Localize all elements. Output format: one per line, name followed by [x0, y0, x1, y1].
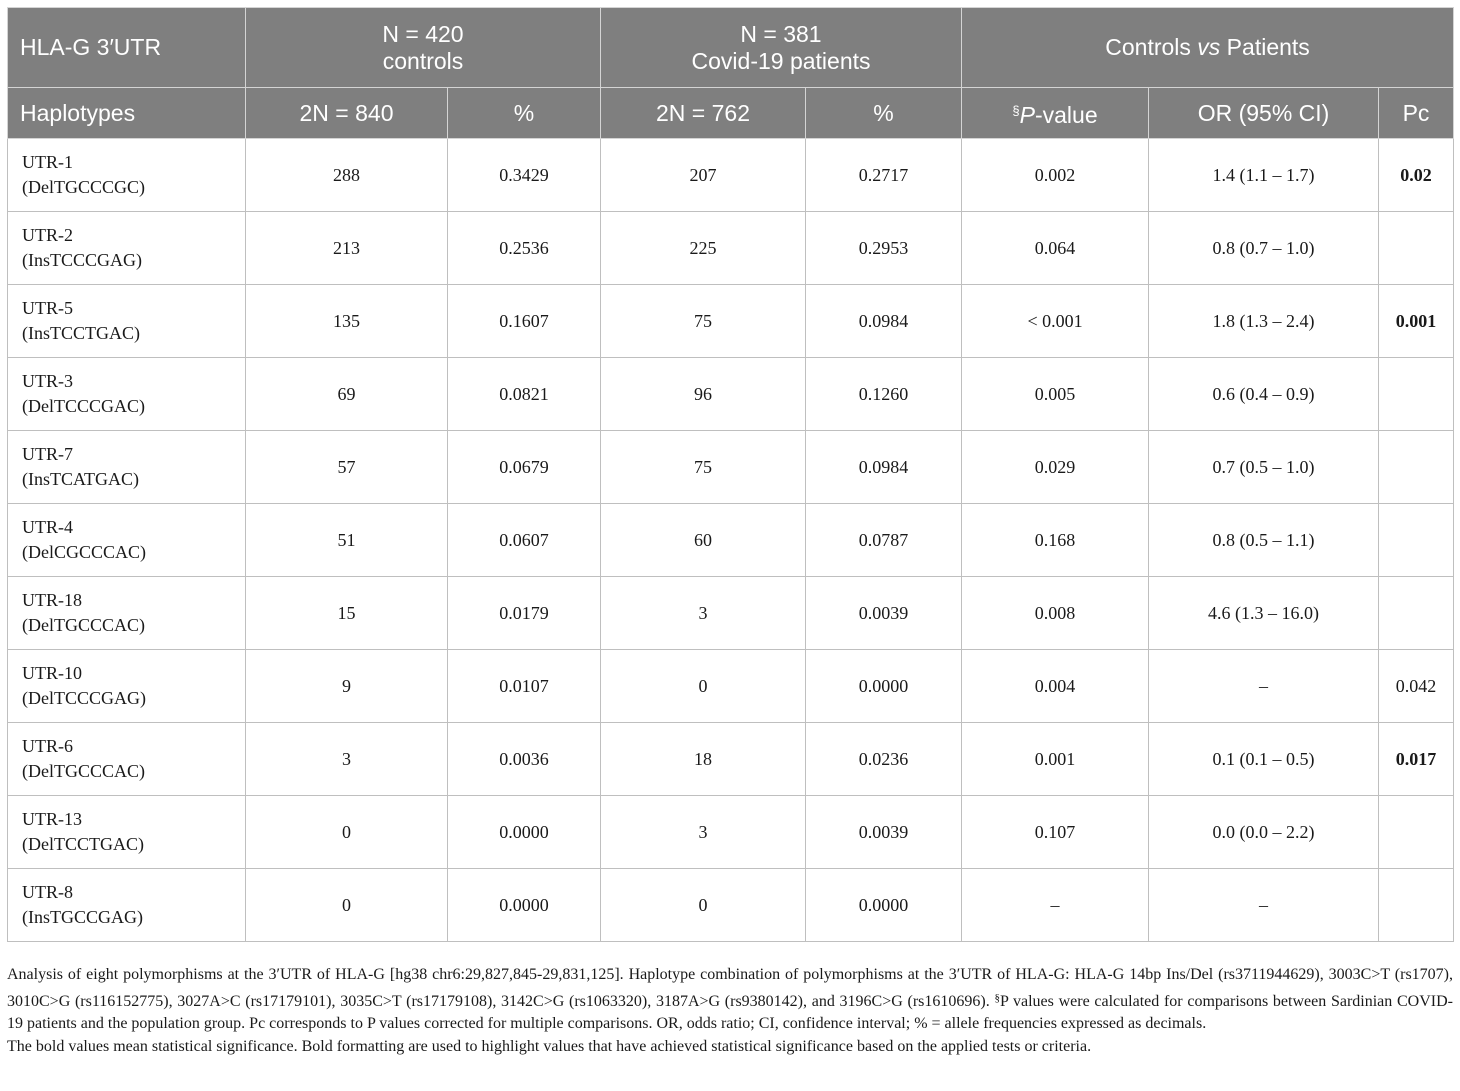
footnote-part2: P values were calculated for comparisons between Sardinian COVID-19 patients and the population group. Pc corresponds to P values corrected for multiple comparisons. OR, odds ratio; CI, confidence interval; % = allele frequencies expressed as decimals.: [7, 992, 1453, 1032]
haplotype-cell: [8, 358, 246, 431]
header-controls-2n: 2N = 840: [246, 88, 448, 139]
haplotype-name: UTR-10: [22, 663, 82, 683]
haplotype-cell: [8, 285, 246, 358]
table-body: [8, 139, 1454, 942]
header-controls-pct: %: [448, 88, 601, 139]
controls-freq-cell: 0.3429: [448, 139, 601, 212]
pc-cell: [1379, 869, 1454, 942]
header-pvalue-p: P: [1019, 102, 1035, 128]
patients-freq-cell: 0.0039: [806, 577, 962, 650]
pc-value: 0.042: [1395, 675, 1437, 696]
patients-freq-cell: 0.0984: [806, 431, 962, 504]
header-patients-2n: 2N = 762: [601, 88, 806, 139]
p-value-cell: –: [962, 869, 1149, 942]
pc-cell: [1379, 212, 1454, 285]
controls-freq-cell: 0.0000: [448, 869, 601, 942]
patients-freq-cell: 0.2717: [806, 139, 962, 212]
patients-freq-cell: 0.0000: [806, 869, 962, 942]
controls-count-cell: 0: [246, 869, 448, 942]
patients-count-cell: 0: [601, 650, 806, 723]
controls-freq-cell: 0.2536: [448, 212, 601, 285]
pc-cell: [1379, 431, 1454, 504]
haplotype-cell: [8, 139, 246, 212]
haplotype-sequence: (DelTGCCCAC): [22, 615, 145, 635]
controls-freq-cell: 0.0000: [448, 796, 601, 869]
table-footnote: [7, 964, 1453, 1058]
controls-freq-cell: 0.1607: [448, 285, 601, 358]
haplotype-sequence: (DelCGCCCAC): [22, 542, 147, 562]
header-comparison: [962, 8, 1454, 88]
patients-count-cell: 18: [601, 723, 806, 796]
haplotype-sequence: (InsTCCCGAG): [22, 250, 142, 270]
pc-cell: [1379, 650, 1454, 723]
pc-significant-value: 0.02: [1400, 164, 1432, 185]
p-value-cell: 0.107: [962, 796, 1149, 869]
footnote-part1: Analysis of eight polymorphisms at the 3′UTR of HLA-G [hg38 chr6:29,827,845-29,831,125]. Haplotype combination of polymorphisms at the 3′UTR of HLA-G: HLA-G 14bp Ins/Del (rs3711944629), 3003C>T (rs1707), 3010C>G (rs116152775), 3027A>C (rs17179101), 3035C>T (rs17179108), 3142C>G (rs1063320), 3187A>G (rs9380142), and 3196C>G (rs1610696).: [7, 966, 1453, 1010]
p-value-cell: 0.168: [962, 504, 1149, 577]
pc-cell: [1379, 723, 1454, 796]
haplotype-table-container: [7, 7, 1453, 942]
footnote-sup: §: [994, 991, 1000, 1004]
footnote-bold-note: The bold values mean statistical significance. Bold formatting are used to highlight values that have achieved statistical significance based on the applied tests or criteria.: [7, 1037, 1092, 1055]
table-row: [8, 577, 1454, 650]
controls-count-cell: 0: [246, 796, 448, 869]
haplotype-name: UTR-5: [22, 298, 73, 318]
pc-cell: [1379, 577, 1454, 650]
odds-ratio-cell: 0.0 (0.0 – 2.2): [1149, 796, 1379, 869]
haplotype-name: UTR-4: [22, 517, 73, 537]
patients-count-cell: 60: [601, 504, 806, 577]
header-group-label: HLA-G 3′UTR: [8, 8, 246, 88]
haplotype-sequence: (DelTCCCGAG): [22, 688, 146, 708]
haplotype-sequence: (DelTGCCCGC): [22, 177, 145, 197]
header-comparison-vs: vs: [1197, 34, 1221, 60]
patients-freq-cell: 0.0000: [806, 650, 962, 723]
header-or: OR (95% CI): [1149, 88, 1379, 139]
odds-ratio-cell: 1.4 (1.1 – 1.7): [1149, 139, 1379, 212]
controls-count-cell: 57: [246, 431, 448, 504]
odds-ratio-cell: –: [1149, 650, 1379, 723]
pc-cell: [1379, 358, 1454, 431]
header-patients-label: Covid-19 patients: [691, 47, 871, 74]
table-row: [8, 431, 1454, 504]
header-controls-n: N = 420: [382, 20, 464, 47]
pc-cell: [1379, 285, 1454, 358]
patients-count-cell: 3: [601, 577, 806, 650]
header-comparison-pre: Controls: [1105, 34, 1198, 60]
header-patients: [601, 8, 962, 88]
patients-count-cell: 96: [601, 358, 806, 431]
header-comparison-post: Patients: [1220, 34, 1310, 60]
patients-count-cell: 207: [601, 139, 806, 212]
header-pc: Pc: [1379, 88, 1454, 139]
controls-count-cell: 69: [246, 358, 448, 431]
header-pvalue-sup: §: [1012, 103, 1020, 118]
haplotype-name: UTR-6: [22, 736, 73, 756]
footnote-paragraph: [7, 964, 1453, 1036]
header-controls-label: controls: [382, 47, 464, 74]
haplotype-cell: [8, 431, 246, 504]
haplotype-cell: [8, 650, 246, 723]
haplotype-cell: [8, 723, 246, 796]
haplotype-name: UTR-13: [22, 809, 82, 829]
patients-count-cell: 75: [601, 431, 806, 504]
haplotype-name: UTR-8: [22, 882, 73, 902]
odds-ratio-cell: 0.7 (0.5 – 1.0): [1149, 431, 1379, 504]
pc-significant-value: 0.017: [1395, 748, 1437, 769]
haplotype-cell: [8, 869, 246, 942]
header-controls: [246, 8, 601, 88]
odds-ratio-cell: 1.8 (1.3 – 2.4): [1149, 285, 1379, 358]
patients-freq-cell: 0.0039: [806, 796, 962, 869]
table-row: [8, 869, 1454, 942]
p-value-cell: 0.029: [962, 431, 1149, 504]
header-haplotypes: Haplotypes: [8, 88, 246, 139]
patients-count-cell: 0: [601, 869, 806, 942]
controls-count-cell: 213: [246, 212, 448, 285]
controls-count-cell: 288: [246, 139, 448, 212]
p-value-cell: 0.005: [962, 358, 1149, 431]
haplotype-cell: [8, 504, 246, 577]
header-pvalue-rest: -value: [1034, 102, 1098, 128]
header-patients-n: N = 381: [740, 20, 822, 47]
controls-count-cell: 9: [246, 650, 448, 723]
table-row: [8, 358, 1454, 431]
controls-freq-cell: 0.0107: [448, 650, 601, 723]
haplotype-table: [7, 7, 1454, 942]
controls-count-cell: 3: [246, 723, 448, 796]
pc-cell: [1379, 504, 1454, 577]
pc-cell: [1379, 139, 1454, 212]
odds-ratio-cell: –: [1149, 869, 1379, 942]
controls-count-cell: 51: [246, 504, 448, 577]
odds-ratio-cell: 0.1 (0.1 – 0.5): [1149, 723, 1379, 796]
table-row: [8, 796, 1454, 869]
haplotype-sequence: (DelTCCTGAC): [22, 834, 144, 854]
haplotype-sequence: (DelTCCCGAC): [22, 396, 145, 416]
pc-significant-value: 0.001: [1395, 310, 1437, 331]
haplotype-sequence: (InsTCCTGAC): [22, 323, 140, 343]
table-row: [8, 139, 1454, 212]
table-row: [8, 723, 1454, 796]
haplotype-name: UTR-3: [22, 371, 73, 391]
p-value-cell: 0.004: [962, 650, 1149, 723]
haplotype-cell: [8, 577, 246, 650]
haplotype-name: UTR-18: [22, 590, 82, 610]
p-value-cell: < 0.001: [962, 285, 1149, 358]
patients-freq-cell: 0.0984: [806, 285, 962, 358]
p-value-cell: 0.001: [962, 723, 1149, 796]
table-row: [8, 504, 1454, 577]
patients-freq-cell: 0.0787: [806, 504, 962, 577]
patients-freq-cell: 0.1260: [806, 358, 962, 431]
odds-ratio-cell: 0.8 (0.5 – 1.1): [1149, 504, 1379, 577]
controls-count-cell: 135: [246, 285, 448, 358]
pc-cell: [1379, 796, 1454, 869]
haplotype-sequence: (InsTGCCGAG): [22, 907, 143, 927]
odds-ratio-cell: 0.6 (0.4 – 0.9): [1149, 358, 1379, 431]
p-value-cell: 0.064: [962, 212, 1149, 285]
haplotype-sequence: (DelTGCCCAC): [22, 761, 145, 781]
controls-count-cell: 15: [246, 577, 448, 650]
patients-count-cell: 225: [601, 212, 806, 285]
controls-freq-cell: 0.0607: [448, 504, 601, 577]
header-pvalue: [962, 88, 1149, 139]
haplotype-cell: [8, 212, 246, 285]
table-row: [8, 285, 1454, 358]
patients-freq-cell: 0.0236: [806, 723, 962, 796]
haplotype-cell: [8, 796, 246, 869]
table-row: [8, 650, 1454, 723]
table-row: [8, 212, 1454, 285]
controls-freq-cell: 0.0679: [448, 431, 601, 504]
haplotype-name: UTR-7: [22, 444, 73, 464]
p-value-cell: 0.008: [962, 577, 1149, 650]
table-header: [8, 8, 1454, 139]
controls-freq-cell: 0.0179: [448, 577, 601, 650]
haplotype-sequence: (InsTCATGAC): [22, 469, 139, 489]
controls-freq-cell: 0.0036: [448, 723, 601, 796]
p-value-cell: 0.002: [962, 139, 1149, 212]
haplotype-name: UTR-2: [22, 225, 73, 245]
header-patients-pct: %: [806, 88, 962, 139]
patients-count-cell: 3: [601, 796, 806, 869]
odds-ratio-cell: 0.8 (0.7 – 1.0): [1149, 212, 1379, 285]
haplotype-name: UTR-1: [22, 152, 73, 172]
odds-ratio-cell: 4.6 (1.3 – 16.0): [1149, 577, 1379, 650]
patients-freq-cell: 0.2953: [806, 212, 962, 285]
controls-freq-cell: 0.0821: [448, 358, 601, 431]
patients-count-cell: 75: [601, 285, 806, 358]
